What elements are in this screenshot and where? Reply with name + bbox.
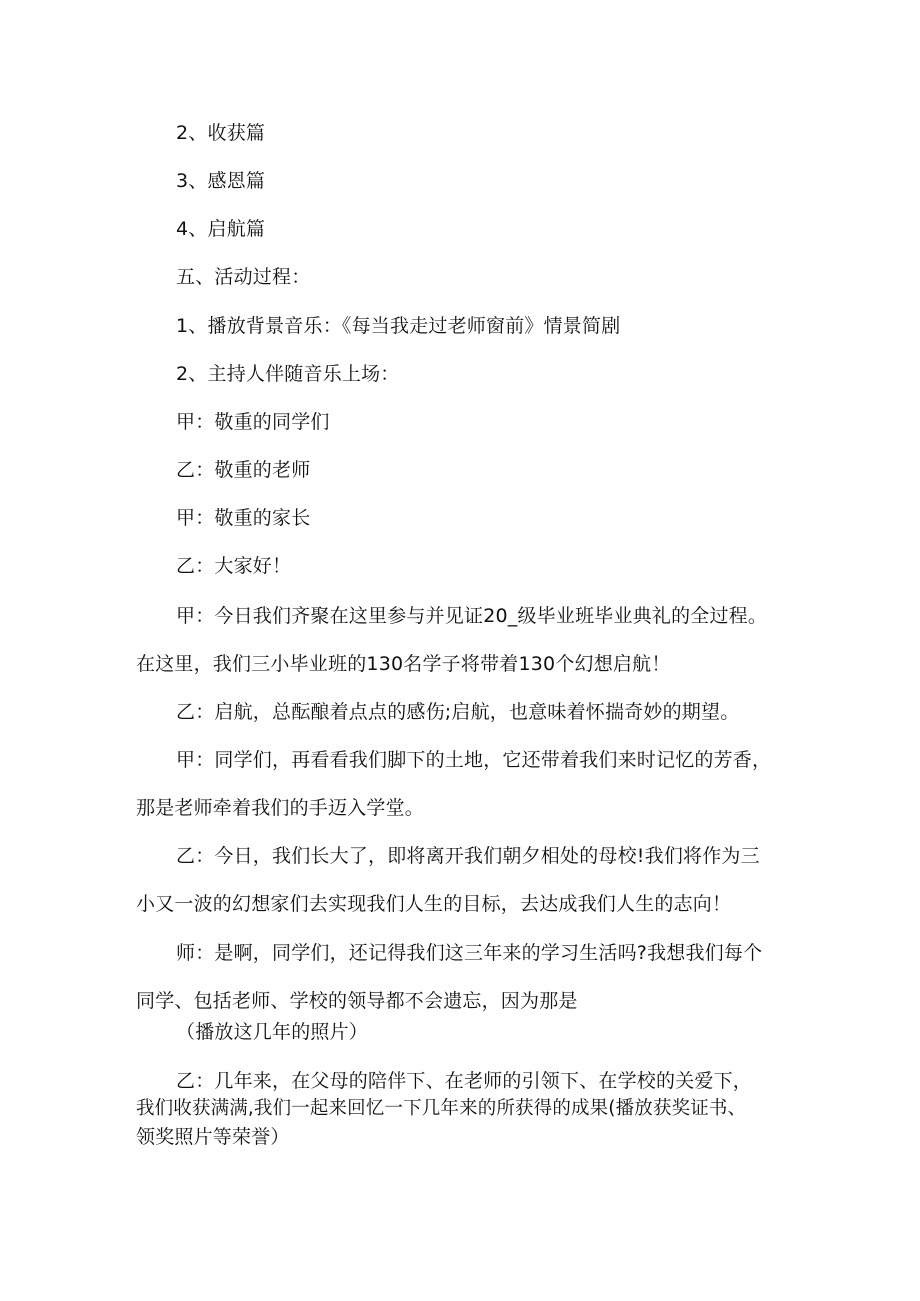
paragraph-line: 乙：今日，我们长大了，即将离开我们朝夕相处的母校!我们将作为三 [176,845,760,867]
paragraph-line: 那是老师牵着我们的手迈入学堂。 [136,797,425,819]
paragraph-line: 领奖照片等荣誉） [136,1126,290,1148]
step-background-music: 1、播放背景音乐：《每当我走过老师窗前》情景简剧 [176,315,621,337]
paragraph-line: 师：是啊，同学们，还记得我们这三年来的学习生活吗?我想我们每个 [176,942,763,964]
paragraph-line: 乙：启航，总酝酿着点点的感伤;启航，也意味着怀揣奇妙的期望。 [176,701,740,723]
greeting-teachers: 乙：敬重的老师 [176,459,311,481]
paragraph-line: 小又一波的幻想家们去实现我们人生的目标，去达成我们人生的志向！ [136,893,732,915]
paragraph-line: 同学、包括老师、学校的领导都不会遗忘，因为那是 [136,990,578,1012]
greeting-students: 甲：敬重的同学们 [176,411,330,433]
step-hosts-enter: 2、主持人伴随音乐上场： [176,363,400,385]
greeting-everyone: 乙：大家好！ [176,555,292,577]
stage-direction: （播放这几年的照片） [176,1021,369,1043]
section-gratitude: 3、感恩篇 [176,170,266,192]
paragraph-line: 在这里，我们三小毕业班的130名学子将带着130个幻想启航！ [136,653,671,675]
paragraph-line: 甲：同学们，再看看我们脚下的土地，它还带着我们来时记忆的芳香， [176,749,772,771]
section-activity-process: 五、活动过程： [176,266,311,288]
paragraph-line: 乙：几年来，在父母的陪伴下、在老师的引领下、在学校的关爱下， [176,1070,753,1092]
section-setsail: 4、启航篇 [176,218,266,240]
paragraph-line: 我们收获满满,我们一起来回忆一下几年来的所获得的成果(播放获奖证书、 [136,1098,747,1119]
greeting-parents: 甲：敬重的家长 [176,507,311,529]
section-harvest: 2、收获篇 [176,122,266,144]
paragraph-line: 甲：今日我们齐聚在这里参与并见证20_级毕业班毕业典礼的全过程。 [176,605,768,627]
